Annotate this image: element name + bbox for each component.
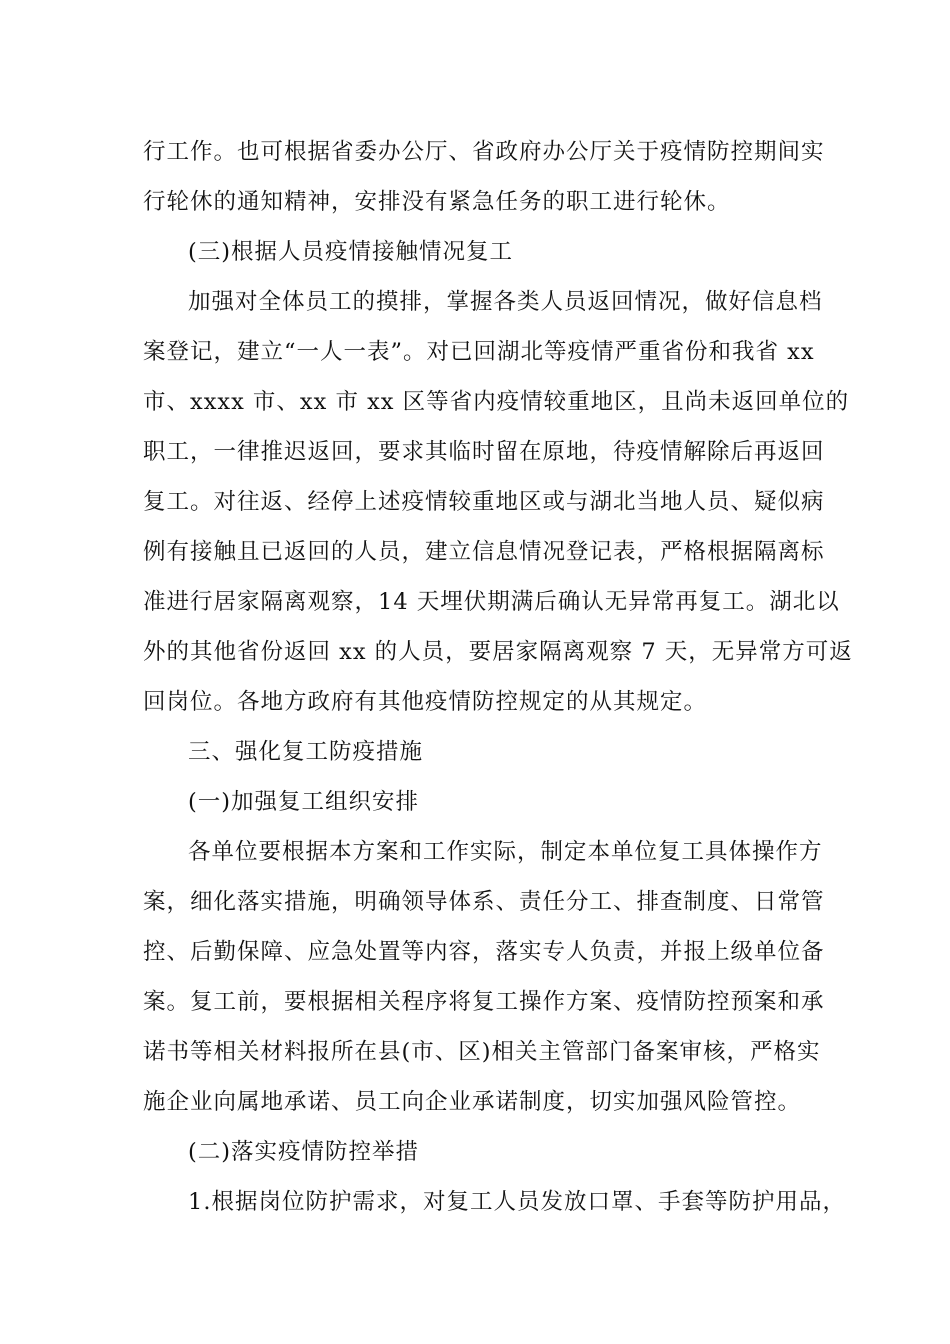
text-line: 例有接触且已返回的人员，建立信息情况登记表，严格根据隔离标 [143, 539, 825, 565]
subsection-heading: (一)加强复工组织安排 [188, 789, 420, 815]
text-line: 市、xxxx 市、xx 市 xx 区等省内疫情较重地区，且尚未返回单位的 [143, 389, 850, 415]
document-body [143, 127, 853, 1227]
text-line: 复工。对往返、经停上述疫情较重地区或与湖北当地人员、疑似病 [143, 489, 825, 515]
text-line: 案。复工前，要根据相关程序将复工操作方案、疫情防控预案和承 [143, 989, 825, 1015]
text-line: 各单位要根据本方案和工作实际，制定本单位复工具体操作方 [188, 839, 823, 865]
section-heading: 三、强化复工防疫措施 [188, 739, 424, 765]
text-line: 行工作。也可根据省委办公厅、省政府办公厅关于疫情防控期间实 [143, 139, 825, 165]
text-line: 外的其他省份返回 xx 的人员，要居家隔离观察 7 天，无异常方可返 [143, 639, 853, 665]
text-line: 加强对全体员工的摸排，掌握各类人员返回情况，做好信息档 [188, 289, 823, 315]
text-line: 案，细化落实措施，明确领导体系、责任分工、排查制度、日常管 [143, 889, 825, 915]
text-line: 行轮休的通知精神，安排没有紧急任务的职工进行轮休。 [143, 189, 731, 215]
section-heading: (三)根据人员疫情接触情况复工 [188, 239, 514, 265]
text-line: 回岗位。各地方政府有其他疫情防控规定的从其规定。 [143, 689, 708, 715]
text-line: 诺书等相关材料报所在县(市、区)相关主管部门备案审核，严格实 [143, 1039, 821, 1065]
text-line: 控、后勤保障、应急处置等内容，落实专人负责，并报上级单位备 [143, 939, 825, 965]
text-line: 1.根据岗位防护需求，对复工人员发放口罩、手套等防护用品， [188, 1189, 846, 1215]
text-line: 案登记，建立“一人一表”。对已回湖北等疫情严重省份和我省 xx [143, 339, 815, 365]
text-line: 准进行居家隔离观察，14 天埋伏期满后确认无异常再复工。湖北以 [143, 589, 840, 615]
subsection-heading: (二)落实疫情防控举措 [188, 1139, 420, 1165]
text-line: 职工，一律推迟返回，要求其临时留在原地，待疫情解除后再返回 [143, 439, 825, 465]
text-line: 施企业向属地承诺、员工向企业承诺制度，切实加强风险管控。 [143, 1089, 802, 1115]
